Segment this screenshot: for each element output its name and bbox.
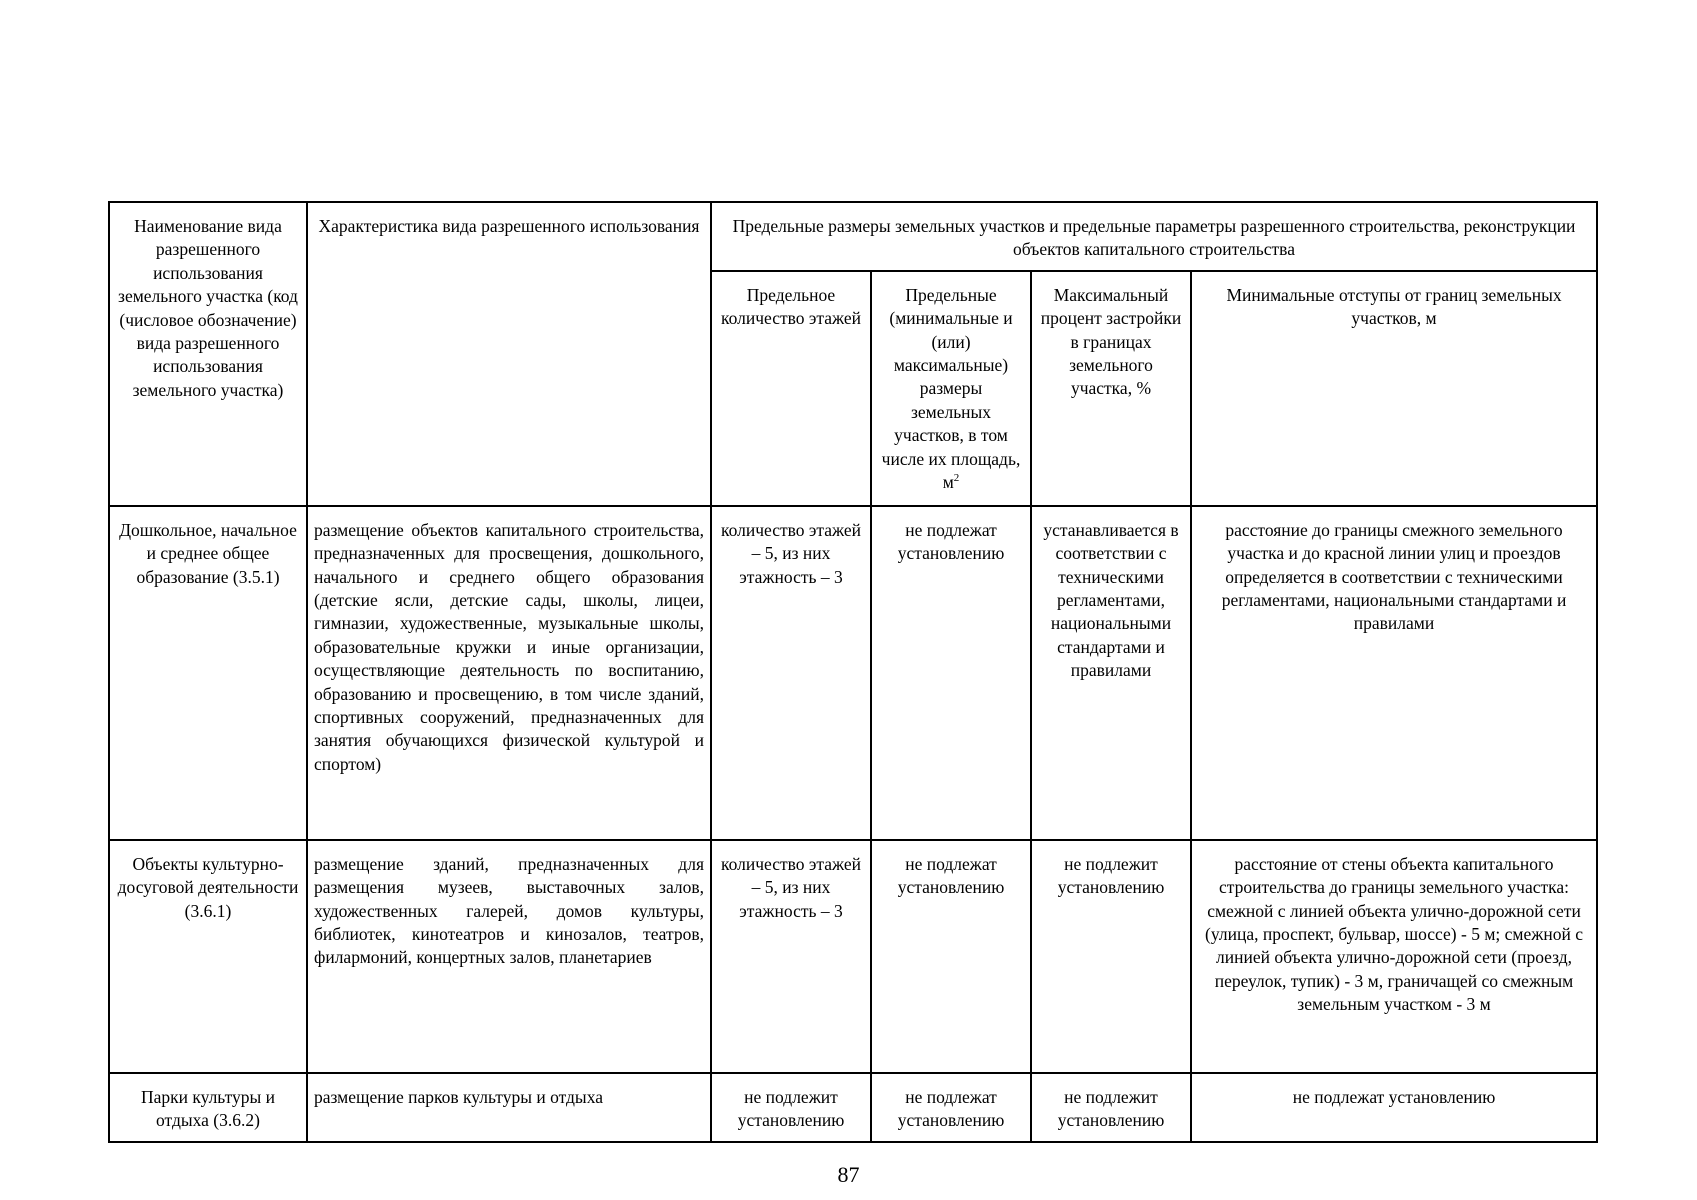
row-area-cell: не подлежат установлению — [871, 840, 1031, 1073]
row-desc-cell: размещение объектов капитального строительства, предназначенных для просвещения, дошкольного, начального и среднего общего образования (детские ясли, детские сады, школы, лицеи, гимназии, художественные, музыкальные школы, образовательные кружки и иные организации, осуществляющие деятельность по воспитанию, образованию и просвещению, в том числе зданий, спортивных сооружений, предназначенных для занятия обучающихся физической культурой и спортом) — [307, 506, 711, 840]
row-desc-cell: размещение парков культуры и отдыха — [307, 1073, 711, 1142]
page-number: 87 — [837, 1162, 860, 1187]
header-setback-text: Минимальные отступы от границ земельных участков, м — [1226, 284, 1562, 329]
table-row — [109, 506, 1597, 840]
row-setback-cell: не подлежат установлению — [1191, 1073, 1597, 1142]
row-desc-cell: размещение зданий, предназначенных для размещения музеев, выставочных залов, художественных галерей, домов культуры, библиотек, кинотеатров и кинозалов, театров, филармоний, концертных залов, планетариев — [307, 840, 711, 1073]
header-row-top — [109, 202, 1597, 271]
header-area-text: Предельные (минимальные и (или) максимальные) размеры земельных участков, в том числе их площадь, м — [881, 284, 1021, 493]
row-setback-cell: расстояние от стены объекта капитального строительства до границы земельного участка: смежной с линией объекта улично-дорожной сети (улица, проспект, бульвар, шоссе) - 5 м; смежной с линией объекта улично-дорожной сети (проезд, переулок, тупик) - 3 м, граничащей со смежным земельным участком - 3 м — [1191, 840, 1597, 1073]
row-name-cell: Парки культуры и отдыха (3.6.2) — [109, 1073, 307, 1142]
row-name-cell: Дошкольное, начальное и среднее общее образование (3.5.1) — [109, 506, 307, 840]
header-limits-text: Предельные размеры земельных участков и предельные параметры разрешенного строительства, реконструкции объектов капитального строительства — [732, 216, 1576, 260]
row-floors-cell: не подлежит установлению — [711, 1073, 871, 1142]
row-area-cell: не подлежат установлению — [871, 1073, 1031, 1142]
table-row — [109, 1073, 1597, 1142]
header-name-text: Наименование вида разрешенного использования земельного участка (код (числовое обозначение) вида разрешенного использования земельного участка) — [118, 216, 298, 400]
header-floors-text: Предельное количество этажей — [720, 284, 862, 329]
header-area-superscript: 2 — [953, 472, 960, 485]
header-limits-cell — [711, 202, 1597, 271]
header-setback-cell — [1191, 271, 1597, 506]
row-percent-cell: не подлежит установлению — [1031, 840, 1191, 1073]
header-name-cell — [109, 202, 307, 506]
row-percent-cell: устанавливается в соответствии с техническими регламентами, национальными стандартами и правилами — [1031, 506, 1191, 840]
header-desc-text: Характеристика вида разрешенного использования — [318, 216, 700, 236]
header-percent-cell — [1031, 271, 1191, 506]
row-name-cell: Объекты культурно-досуговой деятельности (3.6.1) — [109, 840, 307, 1073]
header-floors-cell — [711, 271, 871, 506]
header-percent-text: Максимальный процент застройки в границах земельного участка, % — [1040, 284, 1182, 399]
row-floors-cell: количество этажей – 5, из них этажность – 3 — [711, 840, 871, 1073]
header-area-cell — [871, 271, 1031, 506]
zoning-parameters-table — [108, 201, 1598, 1143]
row-percent-cell: не подлежит установлению — [1031, 1073, 1191, 1142]
row-floors-cell: количество этажей – 5, из них этажность – 3 — [711, 506, 871, 840]
table-row — [109, 840, 1597, 1073]
row-setback-cell: расстояние до границы смежного земельного участка и до красной линии улиц и проездов определяется в соответствии с техническими регламентами, национальными стандартами и правилами — [1191, 506, 1597, 840]
header-desc-cell — [307, 202, 711, 506]
row-area-cell: не подлежат установлению — [871, 506, 1031, 840]
